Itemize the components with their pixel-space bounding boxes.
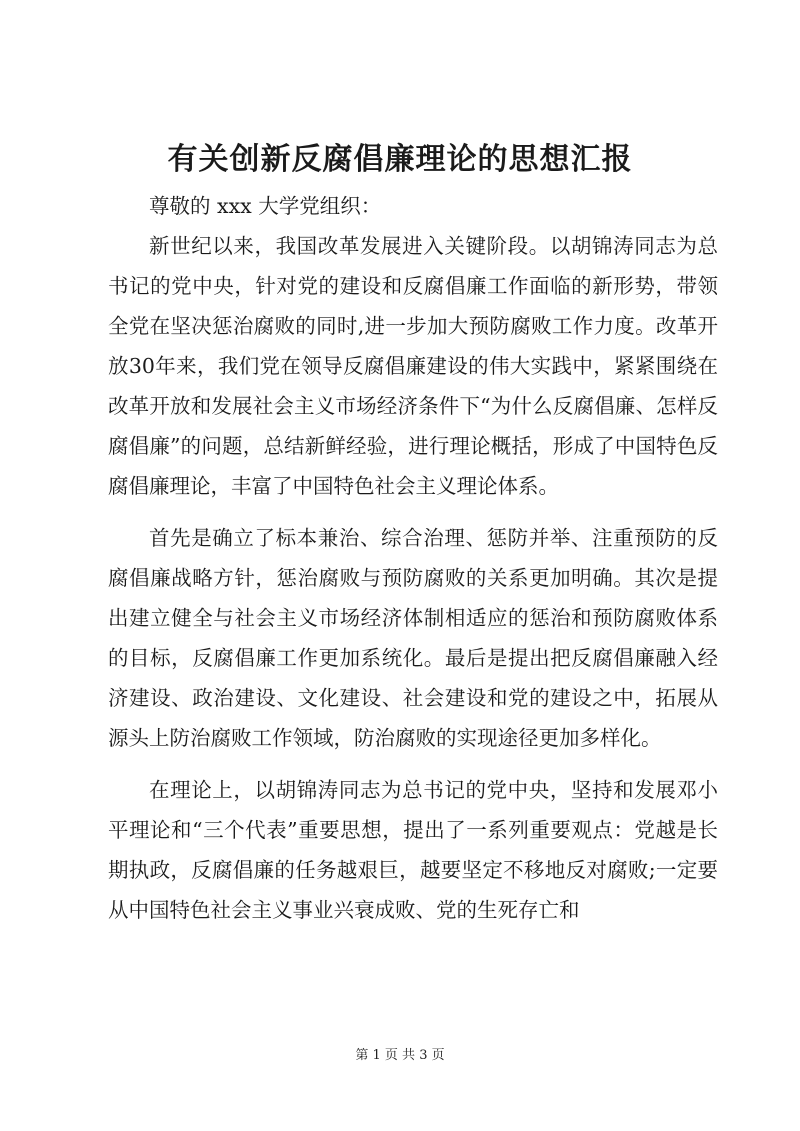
document-body [108,186,718,930]
page-number-footer: 第 1 页 共 3 页 [355,1048,445,1063]
greeting-line: 尊敬的 xxx 大学党组织： [149,194,382,218]
paragraph-1: 新世纪以来，我国改革发展进入关键阶段。以胡锦涛同志为总书记的党中央，针对党的建设和反腐倡廉工作面临的新形势，带领全党在坚决惩治腐败的同时,进一步加大预防腐败工作力度。改革开放30年来，我们党在领导反腐倡廉建设的伟大实践中，紧紧围绕在改革开放和发展社会主义市场经济条件下“为什么反腐倡廉、怎样反腐倡廉”的问题，总结新鲜经验，进行理论概括，形成了中国特色反腐倡廉理论，丰富了中国特色社会主义理论体系。 [108,234,718,498]
paragraph-3: 在理论上，以胡锦涛同志为总书记的党中央，坚持和发展邓小平理论和“三个代表”重要思想，提出了一系列重要观点：党越是长期执政，反腐倡廉的任务越艰巨，越要坚定不移地反对腐败;一定要从中国特色社会主义事业兴衰成败、党的生死存亡和 [108,778,718,922]
paragraph-2: 首先是确立了标本兼治、综合治理、惩防并举、注重预防的反腐倡廉战略方针，惩治腐败与预防腐败的关系更加明确。其次是提出建立健全与社会主义市场经济体制相适应的惩治和预防腐败体系的目标，反腐倡廉工作更加系统化。最后是提出把反腐倡廉融入经济建设、政治建设、文化建设、社会建设和党的建设之中，拓展从源头上防治腐败工作领域，防治腐败的实现途径更加多样化。 [108,526,718,750]
document-title: 有关创新反腐倡廉理论的思想汇报 [167,142,633,177]
